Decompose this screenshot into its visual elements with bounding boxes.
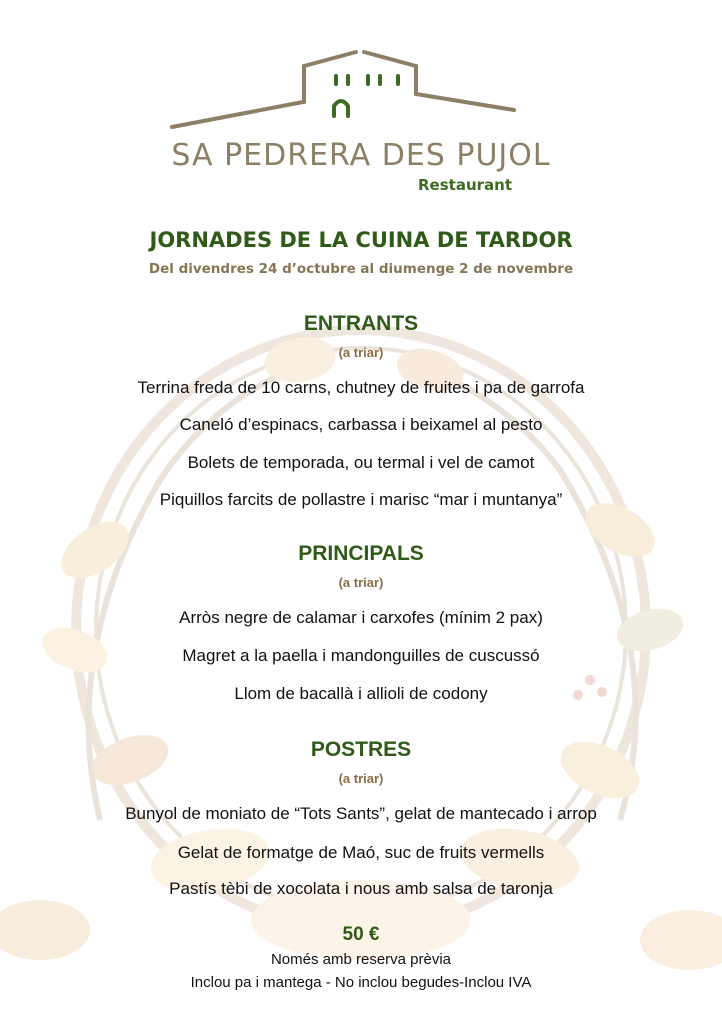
dish-item: Llom de bacallà i allioli de codony bbox=[234, 684, 488, 703]
section-title-principals: PRINCIPALS bbox=[298, 542, 424, 565]
section-note-entrants: (a triar) bbox=[338, 345, 384, 360]
menu-price: 50 € bbox=[342, 924, 380, 945]
dish-item: Gelat de formatge de Maó, suc de fruits vermells bbox=[177, 843, 545, 862]
brand-name: SA PEDRERA DES PUJOL bbox=[171, 138, 551, 173]
dish-item: Pastís tèbi de xocolata i nous amb salsa de taronja bbox=[169, 879, 553, 898]
dish-item: Piquillos farcits de pollastre i marisc “mar i muntanya” bbox=[159, 490, 563, 509]
event-title: JORNADES DE LA CUINA DE TARDOR bbox=[149, 228, 573, 252]
event-dates: Del divendres 24 d’octubre al diumenge 2 de novembre bbox=[148, 261, 574, 277]
section-note-postres: (a triar) bbox=[338, 771, 384, 786]
dish-item: Magret a la paella i mandonguilles de cuscussó bbox=[182, 646, 540, 665]
dish-item: Arròs negre de calamar i carxofes (mínim 2 pax) bbox=[179, 608, 543, 627]
dish-item: Bunyol de moniato de “Tots Sants”, gelat de mantecado i arrop bbox=[125, 804, 597, 823]
included-note: Inclou pa i mantega - No inclou begudes-Inclou IVA bbox=[190, 974, 532, 991]
brand-subtitle: Restaurant bbox=[418, 176, 512, 194]
dish-item: Terrina freda de 10 carns, chutney de fruites i pa de garrofa bbox=[137, 378, 585, 397]
section-note-principals: (a triar) bbox=[338, 575, 384, 590]
section-title-entrants: ENTRANTS bbox=[303, 312, 419, 335]
dish-item: Caneló d’espinacs, carbassa i beixamel al pesto bbox=[179, 415, 543, 434]
reservation-note: Només amb reserva prèvia bbox=[270, 951, 452, 968]
section-title-postres: POSTRES bbox=[310, 738, 412, 761]
dish-item: Bolets de temporada, ou termal i vel de camot bbox=[187, 453, 535, 472]
